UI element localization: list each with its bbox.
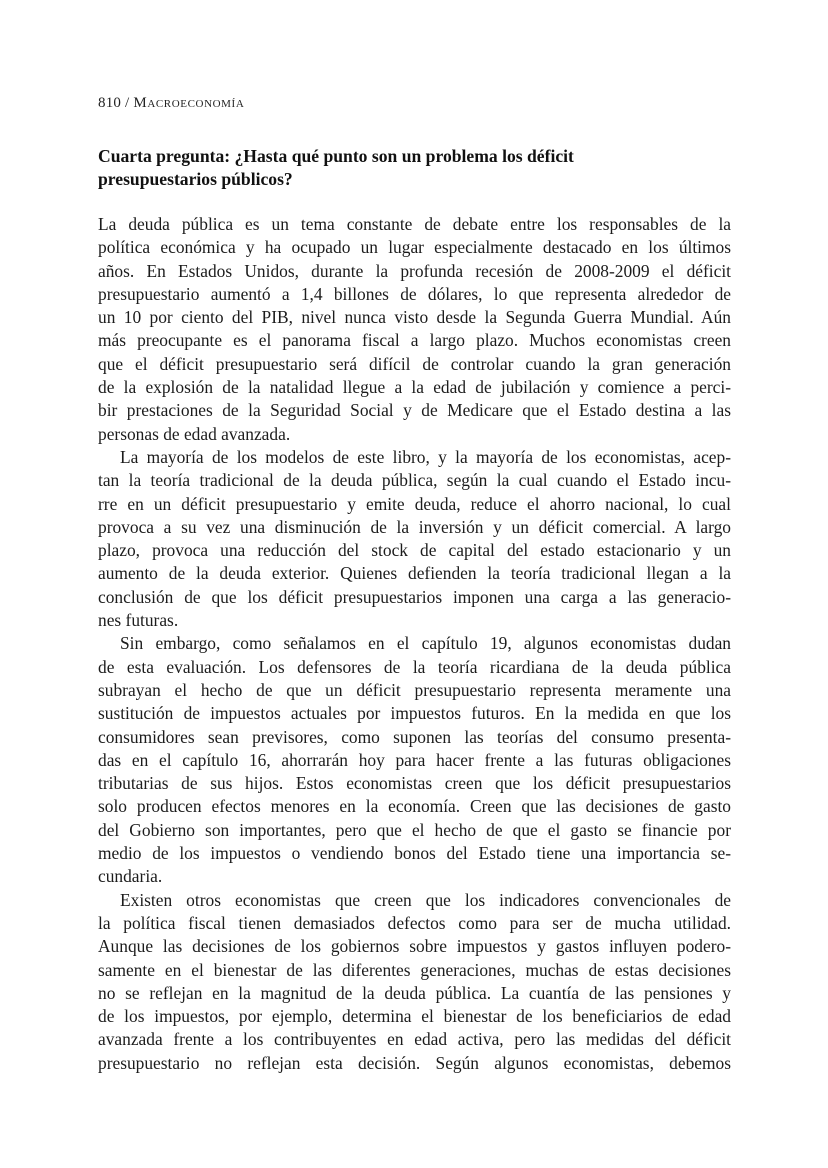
text-line: no se reflejan en la magnitud de la deuda pública. La cuantía de las pensiones y <box>98 982 731 1003</box>
text-line: bir prestaciones de la Seguridad Social y de Medicare que el Estado destina a las <box>98 400 731 421</box>
running-header <box>98 95 244 112</box>
text-line: la política fiscal tienen demasiados defectos como para ser de mucha utilidad. <box>98 912 731 933</box>
text-line: provoca a su vez una disminución de la inversión y un déficit comercial. A largo <box>98 516 731 537</box>
text-line: rre en un déficit presupuestario y emite deuda, reduce el ahorro nacional, lo cual <box>98 493 731 514</box>
text-line: solo producen efectos menores en la economía. Creen que las decisiones de gasto <box>98 796 731 817</box>
text-line: subrayan el hecho de que un déficit presupuestario representa meramente una <box>98 679 731 700</box>
text-line: presupuestario no reflejan esta decisión. Según algunos economistas, debemos <box>98 1052 731 1073</box>
text-line: más preocupante es el panorama fiscal a largo plazo. Muchos economistas creen <box>98 330 731 351</box>
text-line: plazo, provoca una reducción del stock de capital del estado estacionario y un <box>98 540 731 561</box>
text-line: samente en el bienestar de las diferentes generaciones, muchas de estas decisiones <box>98 959 731 980</box>
header-separator: / <box>121 95 134 111</box>
text-line: La deuda pública es un tema constante de debate entre los responsables de la <box>98 214 731 234</box>
text-line: medio de los impuestos o vendiendo bonos del Estado tiene una importancia se- <box>98 843 731 864</box>
text-line: que el déficit presupuestario será difícil de controlar cuando la gran generación <box>98 353 731 374</box>
section-heading-line-2: presupuestarios públicos? <box>98 169 293 189</box>
text-line: de esta evaluación. Los defensores de la teoría ricardiana de la deuda pública <box>98 656 731 677</box>
text-line: sustitución de impuestos actuales por impuestos futuros. En la medida en que los <box>98 703 731 724</box>
text-line: presupuestario aumentó a 1,4 billones de dólares, lo que representa alrededor de <box>98 283 731 304</box>
text-line: nes futuras. <box>98 610 179 631</box>
text-line: das en el capítulo 16, ahorrarán hoy para hacer frente a las futuras obligaciones <box>98 749 731 770</box>
text-line: tan la teoría tradicional de la deuda pública, según la cual cuando el Estado incu- <box>98 470 731 491</box>
text-line: consumidores sean previsores, como suponen las teorías del consumo presenta- <box>98 726 731 747</box>
text-line: del Gobierno son importantes, pero que el hecho de que el gasto se financie por <box>98 819 731 840</box>
text-line: tributarias de sus hijos. Estos economistas creen que los déficit presupuestarios <box>98 773 731 794</box>
text-line: conclusión de que los déficit presupuestarios imponen una carga a las generacio- <box>98 586 731 607</box>
text-line: de los impuestos, por ejemplo, determina el bienestar de los beneficiarios de edad <box>98 1006 731 1027</box>
text-line: Existen otros economistas que creen que los indicadores convencionales de <box>120 889 731 910</box>
section-heading <box>98 145 658 191</box>
text-line: años. En Estados Unidos, durante la profunda recesión de 2008-2009 el déficit <box>98 260 731 281</box>
text-line: Sin embargo, como señalamos en el capítulo 19, algunos economistas dudan <box>120 633 731 654</box>
paragraph-1 <box>98 213 731 446</box>
paragraph-2 <box>98 446 731 632</box>
text-line: La mayoría de los modelos de este libro, y la mayoría de los economistas, acep- <box>120 446 731 467</box>
paragraph-4 <box>98 889 731 1075</box>
text-line: de la explosión de la natalidad llegue a la edad de jubilación y comience a perci- <box>98 377 731 398</box>
body-text <box>98 213 731 1075</box>
text-line: aumento de la deuda exterior. Quienes defienden la teoría tradicional llegan a la <box>98 563 731 584</box>
text-line: un 10 por ciento del PIB, nivel nunca visto desde la Segunda Guerra Mundial. Aún <box>98 307 731 328</box>
text-line: personas de edad avanzada. <box>98 423 291 444</box>
text-line: avanzada frente a los contribuyentes en edad activa, pero las medidas del déficit <box>98 1029 731 1050</box>
book-title: Macroeconomía <box>133 95 245 111</box>
text-line: Aunque las decisiones de los gobiernos sobre impuestos y gastos influyen podero- <box>98 936 731 957</box>
section-heading-line-1: Cuarta pregunta: ¿Hasta qué punto son un problema los déficit <box>98 146 574 166</box>
text-line: política económica y ha ocupado un lugar especialmente destacado en los últimos <box>98 237 731 258</box>
text-line: cundaria. <box>98 866 163 887</box>
page-number: 810 <box>98 95 122 111</box>
paragraph-3 <box>98 632 731 888</box>
